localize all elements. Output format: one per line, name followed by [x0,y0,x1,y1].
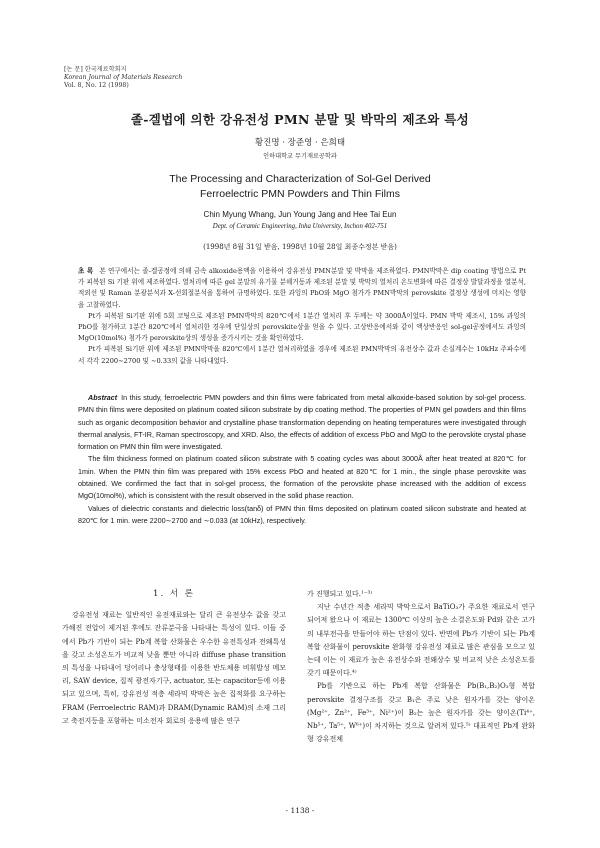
abstract-korean-p1-text: 본 연구에서는 졸-겔공정에 의해 금속 alkoxide용액을 이용하여 강유전성 PMN분말 및 박막을 제조하였다. PMN박막은 dip coating 방법으로 Pt가 피복된 Si 기판 위에 제조하였다. 열처리에 따른 gel 분말의 유기물 분해거동과 제조된 분말 및 박막의 열처리 온도변화에 따른 결정상 발달과정을 열분석, 적외선 및 Raman 분광분석과 X-선회절분석을 통하여 규명하였다. 또한 과잉의 PbO와 MgO 첨가가 PMN박막의 perovskite 결정상 생성에 미치는 영향을 고찰하였다. [78,267,526,309]
title-english-line2: Ferroelectric PMN Powders and Thin Films [200,188,400,200]
intro-paragraph-1-cont: 가 진행되고 있다.¹⁻³⁾ [307,590,373,598]
abstract-korean-p1 [78,266,526,311]
abstract-korean-label: 초 록 [78,267,94,275]
abstract-english-p1-text: In this study, ferroelectric PMN powders and thin films were fabricated from metal alkoxide-based solution by sol-gel process. PMN thin films were deposited on platinum coated silicon substrate by dip coating method. The properties of PMN gel powders and thin films such as organic decomposition behavior and crystalline phase transformation depending on heating temperatures were investigated through thermal analysis, FT-IR, Raman spectroscopy, and XRD. Also, the effects of addition of excess PbO and MgO to the perovskite crystal phase formation on PMN thin film were investigated. [78,393,526,452]
abstract-korean [78,266,526,367]
affiliation-english: Dept. of Ceramic Engineering, Inha University, Inchon 402-751 [212,223,388,230]
journal-volume: Vol. 8, No. 12 (1998) [64,82,129,89]
title-english-line1: The Processing and Characterization of Sol-Gel Derived [169,173,431,185]
journal-header [64,66,182,90]
intro-paragraph-2: 지난 수년간 적층 세라믹 박막으로서 BaTiO₃가 주요한 재료로서 연구되어져 왔으나 이 재료는 1300℃ 이상의 높은 소결온도와 Pd와 같은 고가의 내부전극을 만들어야 하는 단점이 있다. 반면에 Pb가 기반이 되는 Pb계 복합 산화물이 perovskite 완화형 강유전성 재료로 많은 관심을 모으고 있는데 이는 이 재료가 높은 유전상수와 전왜상수 및 비교적 낮은 소성온도를 갖기 때문이다.⁴⁾ [307,603,535,678]
journal-name-en: Korean Journal of Materials Research [64,74,183,81]
intro-paragraph-3: Pb를 기반으로 하는 Pb계 복합 산화물은 Pb(B₁,B₂)O₃형 복합 perovskite 결정구조를 갖고 B₁은 주로 낮은 원자가를 갖는 양이온(Mg²⁺, Zn²⁺, Fe³⁺, Ni²⁺)이 B₂는 높은 원자가를 갖는 양이온(Ti⁴⁺, Nb⁵⁺, Ta⁵⁺, W⁶⁺)이 차지하는 것으로 알려져 있다.⁵⁾ 대표적인 Pb계 완화형 강유전체 [307,682,535,744]
abstract-english-label: Abstract [88,393,118,402]
body-column-right [307,588,535,746]
body-column-left [62,588,286,728]
abstract-english-p1 [78,392,526,453]
title-korean: 졸-겔법에 의한 강유전성 PMN 분말 및 박막의 제조와 특성 [130,112,470,127]
intro-paragraph-1: 강유전성 재료는 일반적인 유전재료와는 달리 큰 유전상수 값을 갖고 가해진 전압이 제거된 후에도 잔류분극을 나타내는 특성이 있다. 이들 중에서 Pb가 기반이 되는 Pb계 복합 산화물은 우수한 유전특성과 전왜특성을 갖고 소성온도가 비교적 낮을 뿐만 아니라 diffuse phase transition의 특성을 나타내어 덩어리나 충상형태를 이용한 반도체용 비휘발성 메모리, SAW device, 집적 광전자기구, actuator, 또는 capacitor등에 이용되고 있으며, 특히, 강유전성 적층 세라믹 박막은 높은 집적화를 요구하는 FRAM (Ferroelectric RAM)과 DRAM(Dynamic RAM)의 소재 그리고 축전지등을 포함하는 미소전자 회로의 응용에 많은 연구 [62,611,286,725]
abstract-korean-p3: Pt가 피복된 Si기판 위에 제조된 PMN박막을 820℃에서 1분간 열처리하였을 경우에 제조된 PMN박막의 유전상수 값과 손실계수는 10kHz 주파수에서 각각 2200∼2700 및 ∼0.33의 값을 나타내었다. [78,345,526,365]
section-heading-introduction: 1. 서 론 [153,589,195,599]
abstract-korean-p2: Pt가 피복된 Si기판 위에 5회 코팅으로 제조된 PMN박막의 820℃에서 1분간 열처리 후 두께는 약 3000Å이었다. PMN 박막 제조시, 15% 과잉의 PbO를 첨가하고 1분간 820℃에서 열처리한 경우에 단일상의 perovskite상을 얻을 수 있다. 고상반응에서와 같이 액상반응인 sol-gel공정에서도 과잉의 MgO(10mol%) 첨가가 perovskite상의 생성을 증가시키는 것을 확인하였다. [78,311,526,343]
authors-english: Chin Myung Whang, Jun Young Jang and Hee Tai Eun [203,210,397,219]
journal-name-ko: [논 문] 한국재료학회지 [64,66,127,73]
page-number: - 1138 - [285,806,315,815]
abstract-english-p2: The film thickness formed on platinum coated silicon substrate with 5 coating cycles was about 3000Å after heat treated at 820℃ for 1min. When the PMN thin film was prepared with 15% excess PbO and heated at 820℃ for 1 min., the single phase perovskite was obtained. We confirmed the fact that in sol-gel process, the formation of the perovskite phase increased with the addition of excess MgO(10mol%), which is consistent with the result observed in the solid phase reaction. [78,454,526,501]
affiliation-korean: 인하대학교 무기재료공학과 [263,153,337,160]
authors-korean: 황진명 · 장준영 · 은희태 [254,138,346,148]
received-dates: (1998년 8월 31일 받음, 1998년 10월 28일 최종수정본 받음) [203,243,397,251]
abstract-english-p3: Values of dielectric constants and dielectric loss(tanδ) of PMN thin films deposited on platinum coated silicon substrate and heated at 820℃ for 1 min. were 2200∼2700 and ∼0.033 (at 10kHz), respectively. [78,503,526,525]
abstract-english [78,392,526,527]
title-english [0,172,600,202]
